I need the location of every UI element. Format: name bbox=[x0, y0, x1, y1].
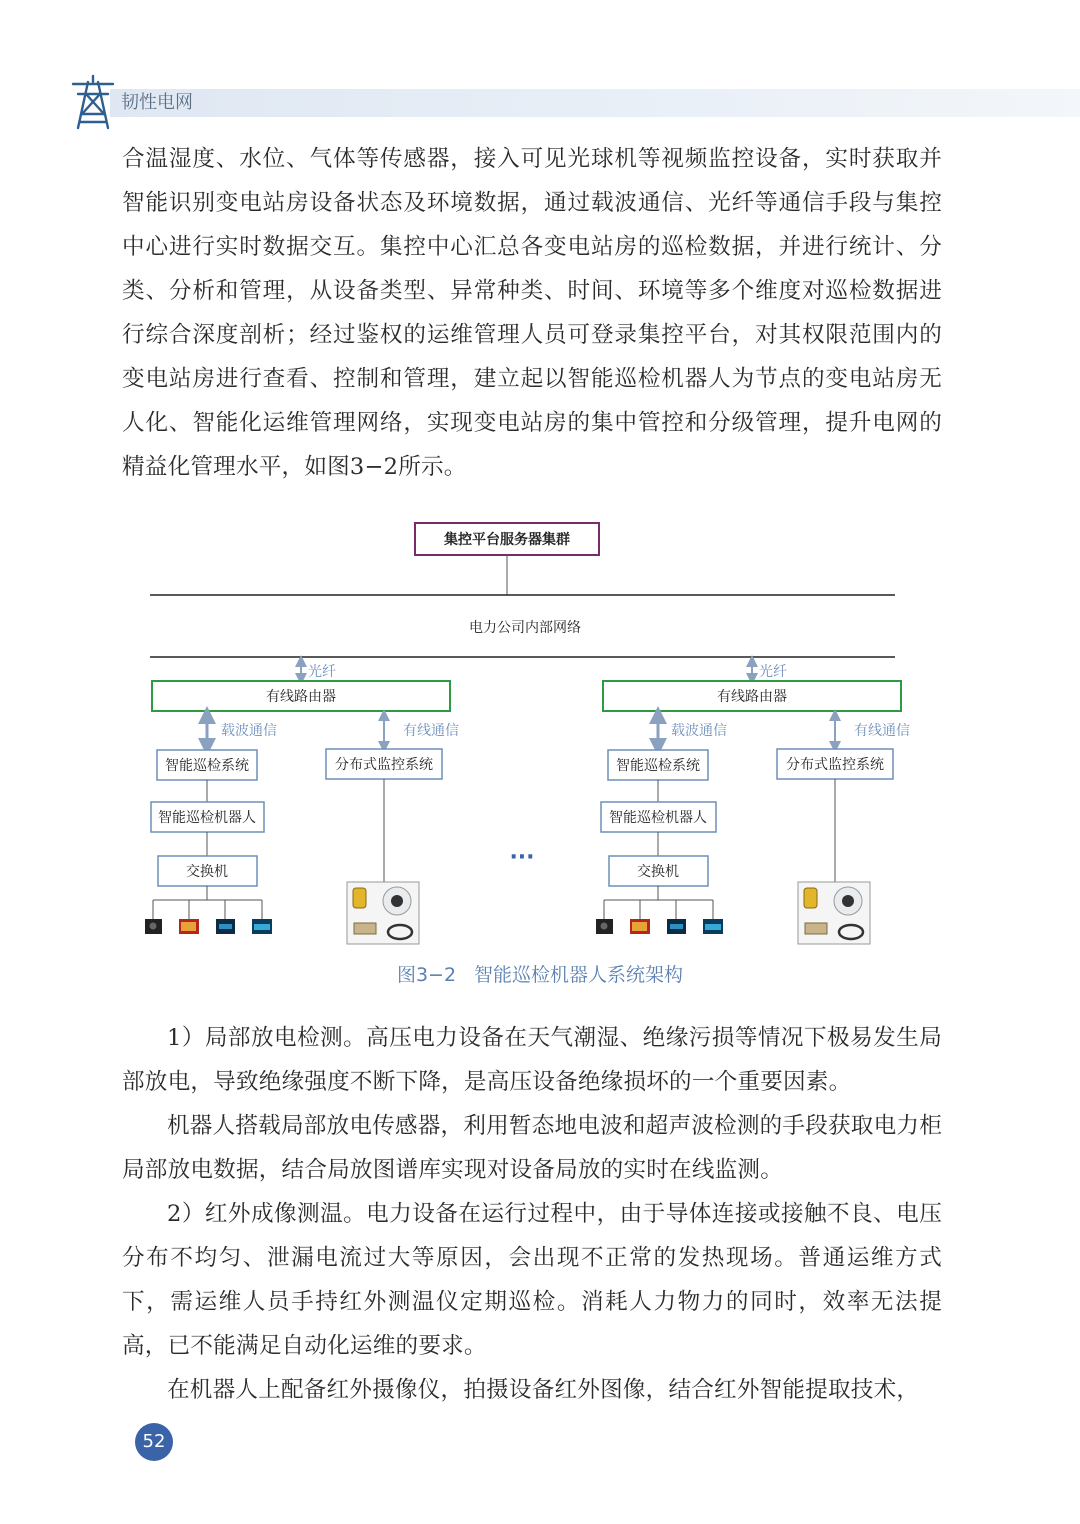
page-number: 52 bbox=[135, 1423, 173, 1461]
substation-group-left bbox=[145, 661, 459, 944]
switch-label: 交换机 bbox=[186, 864, 228, 880]
transmission-tower-icon bbox=[70, 74, 116, 130]
wired-label: 有线通信 bbox=[854, 723, 910, 739]
fiber-label: 光纤 bbox=[308, 664, 336, 680]
body-paragraph: 1）局部放电检测。高压电力设备在天气潮湿、绝缘污损等情况下极易发生局部放电，导致绝缘强度不断下降，是高压设备绝缘损坏的一个重要因素。 bbox=[122, 1025, 942, 1095]
body-paragraph: 在机器人上配备红外摄像仪，拍摄设备红外图像，结合红外智能提取技术， bbox=[167, 1377, 920, 1403]
header-band bbox=[110, 89, 1080, 117]
inspection-system-label: 智能巡检系统 bbox=[165, 758, 249, 774]
figure-caption bbox=[0, 960, 1080, 987]
caption-title: 智能巡检机器人系统架构 bbox=[474, 964, 684, 986]
carrier-label: 载波通信 bbox=[221, 723, 277, 739]
robot-label: 智能巡检机器人 bbox=[158, 810, 256, 826]
body-lower bbox=[122, 1016, 942, 1412]
body-paragraph: 机器人搭载局部放电传感器，利用暂态地电波和超声波检测的手段获取电力柜局部放电数据，结合局放图谱库实现对设备局放的实时在线监测。 bbox=[122, 1113, 942, 1183]
network-label: 电力公司内部网络 bbox=[469, 620, 581, 636]
header-title: 韧性电网 bbox=[121, 92, 193, 113]
substation-group-right bbox=[596, 661, 910, 944]
distributed-monitoring-label: 分布式监控系统 bbox=[335, 757, 433, 773]
distributed-monitoring-label: 分布式监控系统 bbox=[786, 757, 884, 773]
body-paragraph: 2）红外成像测温。电力设备在运行过程中，由于导体连接或接触不良、电压分布不均匀、泄漏电流过大等原因，会出现不正常的发热现场。普通运维方式下，需运维人员手持红外测温仪定期巡检。消耗人力物力的同时，效率无法提高，已不能满足自动化运维的要求。 bbox=[122, 1201, 942, 1359]
caption-number: 图3−2 bbox=[396, 964, 457, 986]
router-label: 有线路由器 bbox=[717, 689, 787, 705]
inspection-system-label: 智能巡检系统 bbox=[616, 758, 700, 774]
robot-label: 智能巡检机器人 bbox=[609, 810, 707, 826]
wired-label: 有线通信 bbox=[403, 723, 459, 739]
body-paragraph: 合温湿度、水位、气体等传感器，接入可见光球机等视频监控设备，实时获取并智能识别变电站房设备状态及环境数据，通过载波通信、光纤等通信手段与集控中心进行实时数据交互。集控中心汇总各变电站房的巡检数据，并进行统计、分类、分析和管理，从设备类型、异常种类、时间、环境等多个维度对巡检数据进行综合深度剖析；经过鉴权的运维管理人员可登录集控平台，对其权限范围内的变电站房进行查看、控制和管理，建立起以智能巡检机器人为节点的变电站房无人化、智能化运维管理网络，实现变电站房的集中管控和分级管理，提升电网的精益化管理水平，如图3−2所示。 bbox=[122, 146, 942, 480]
router-label: 有线路由器 bbox=[266, 689, 336, 705]
ellipsis: ··· bbox=[509, 845, 535, 870]
switch-label: 交换机 bbox=[637, 864, 679, 880]
carrier-label: 载波通信 bbox=[671, 723, 727, 739]
server-cluster-label: 集控平台服务器集群 bbox=[444, 532, 570, 548]
system-architecture-diagram bbox=[0, 505, 1080, 1005]
fiber-label: 光纤 bbox=[759, 664, 787, 680]
